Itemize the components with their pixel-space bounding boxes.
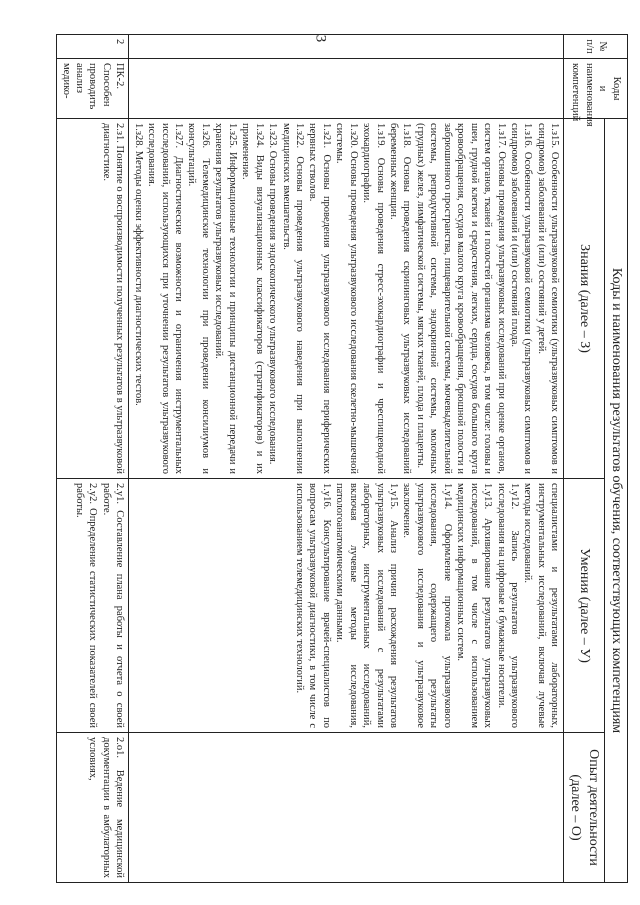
knowledge-item: 1.з15. Особенности ультразвуковой семиотики (ультразвуковых симптомов и синдромов) заболеваний и (или) состояний у детей.	[535, 123, 561, 474]
cell-code: ПК-2. Способен проводить анализ медико-	[57, 59, 129, 119]
cell-knowledge	[129, 119, 564, 479]
skill-item: специалистами и результатами лабораторных, инструментальных исследований, включая лучевые методы исследований.	[522, 483, 561, 728]
skill-item: 1.у16. Консультирование врачей-специалистов по вопросам ультразвуковой диагностики, в том числе с использованием телемедицинских технологий.	[293, 483, 332, 728]
cell-skills	[57, 479, 129, 733]
skill-item: 2.у1. Составление плана работы и отчета о своей работе.	[100, 483, 126, 728]
cell-number	[129, 35, 564, 59]
knowledge-item: 1.з22. Основы проведения ультразвукового наведения при выполнении медицинских вмешательств.	[280, 123, 305, 474]
skill-item: 2.у2. Определение статистических показателей своей работы.	[73, 483, 99, 728]
knowledge-item: 1.з19. Основы проведения стресс-эхокардиографии и чреспищеводной эхокардиографии.	[361, 123, 386, 474]
cell-code	[129, 59, 564, 119]
knowledge-item: 1.з16. Особенности ультразвуковой семиотики (ультразвуковых симптомов и синдромов) заболеваний и (или) состояний плода.	[508, 123, 534, 474]
header-number: № п/п	[564, 35, 628, 59]
header-knowledge: Знания (далее – З)	[564, 119, 605, 479]
header-results: Коды и наименования результатов обучения, соответствующих компетенциям	[605, 119, 628, 883]
cell-number: 2	[57, 35, 129, 59]
knowledge-item: 1.з23. Основы проведения эндоскопического ультразвукового исследования.	[267, 123, 279, 465]
cell-knowledge: 2.з1. Понятие о воспроизводимости полученных результатов в ультразвуковой диагностике.	[57, 119, 129, 479]
knowledge-item: 1.з18. Основы проведения скрининговых ультразвуковых исследований беременных женщин.	[388, 123, 413, 474]
cell-skills	[129, 479, 564, 733]
knowledge-item: 1.з26. Телемедицинские технологии при проведении консилиумов и консультаций.	[186, 123, 211, 474]
knowledge-item: 1.з25. Информационные технологии и принципы дистанционной передачи и хранения результатов ультразвуковых исследований.	[213, 123, 238, 474]
knowledge-item: 1.з27. Диагностические возможности и ограничения инструментальных исследований, использующихся при уточнении результатов ультразвукового исследования.	[146, 123, 185, 474]
rotated-table-wrapper	[60, 34, 628, 882]
knowledge-item: 1.з24. Виды визуализационных классификаторов (стратификаторов) и их применение.	[240, 123, 265, 474]
knowledge-item: 1.з28. Методы оценки эффективности диагностических тестов.	[132, 123, 144, 406]
knowledge-item: 1.з21. Основы проведения ультразвукового исследования периферических нервных стволов.	[307, 123, 332, 474]
competency-table	[56, 34, 628, 883]
skill-item: 1.у12. Запись результатов ультразвукового исследования на цифровые и бумажные носители.	[495, 483, 520, 728]
cell-experience	[129, 733, 564, 883]
skill-item: 1.у13. Архивирование результатов ультразвуковых исследований, в том числе с использованием медицинских информационных систем.	[455, 483, 494, 728]
knowledge-item: 1.з20. Основы проведения ультразвукового исследования скелетно-мышечной системы.	[334, 123, 359, 474]
table-row	[129, 35, 564, 883]
skill-item: 1.у14. Оформление протокола ультразвукового исследования, содержащего результаты ультразвукового исследования и ультразвуковое заключение.	[401, 483, 453, 728]
skill-item: 1.у15. Анализ причин расхождения результатов ультразвуковых исследований с результатами лабораторных, инструментальных исследований, включая лучевые методы исследования, патологоанатомическими данными.	[334, 483, 400, 728]
table-row	[57, 35, 129, 883]
page-number: 3	[312, 34, 329, 43]
header-codes: Коды и наименования компетенций	[564, 59, 628, 119]
header-experience: Опыт деятельности (далее – О)	[564, 733, 605, 883]
cell-experience: 2.о1. Ведение медицинской документации в амбулаторных условиях,	[57, 733, 129, 883]
header-skills: Умения (далее – У)	[564, 479, 605, 733]
knowledge-item: 1.з17. Основы проведения ультразвуковых исследований при оценке органов, систем органов, тканей и полостей организма человека, в том числе: головы и шеи, грудной клетки и средостения, легких, сердца, сосудов большого круга кровообращения, сосудов малого круга кровообращения, брюшной полости и забрюшинного пространства, пищеварительной системы, мочевыделительной системы, репродуктивной системы, эндокринной системы, молочных (грудных) желез, лимфатической системы, мягких тканей, плода и плаценты.	[414, 123, 507, 474]
